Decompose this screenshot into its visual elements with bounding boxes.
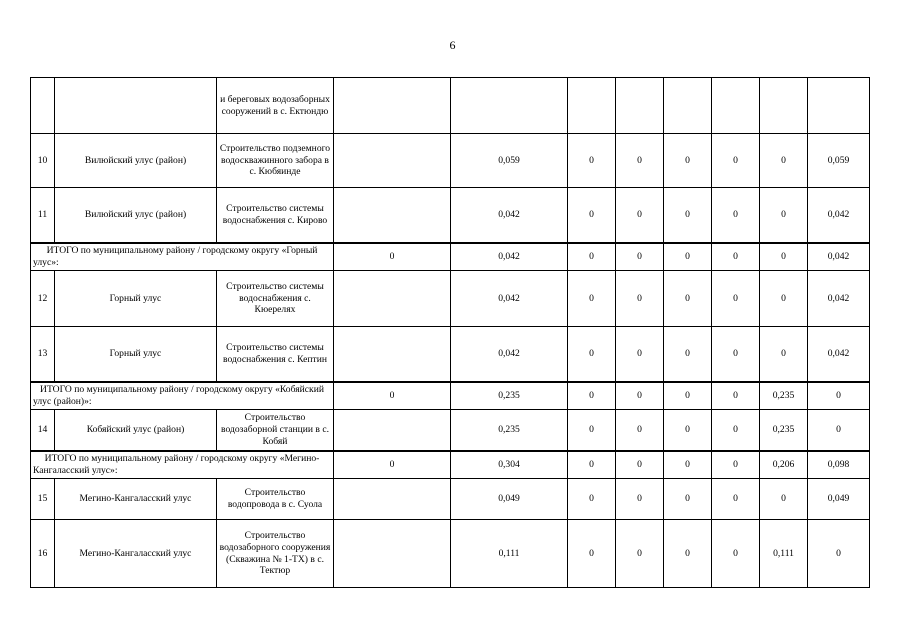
value-cell: 0 [712,451,760,479]
value-cell: 0 [760,134,808,188]
table-row [31,78,870,134]
value-cell: 0,049 [451,479,568,520]
value-cell: 0 [712,410,760,451]
row-number: 16 [31,520,55,588]
value-cell: 0 [664,243,712,271]
value-cell: 0,042 [808,271,870,327]
value-cell: 0 [712,188,760,243]
district-name: Мегино-Кангаласский улус [55,479,217,520]
row-number: 13 [31,327,55,382]
total-label: ИТОГО по муниципальному району / городскому округу «Кобяйский улус (район)»: [31,382,334,410]
row-number: 11 [31,188,55,243]
value-cell: 0,304 [451,451,568,479]
value-cell: 0 [568,479,616,520]
district-name: Горный улус [55,327,217,382]
value-cell: 0 [616,327,664,382]
object-description: Строительство водопровода в с. Суола [217,479,334,520]
value-cell: 0,042 [451,271,568,327]
total-label: ИТОГО по муниципальному району / городскому округу «Горный улус»: [31,243,334,271]
value-cell [712,78,760,134]
value-cell [808,78,870,134]
value-cell: 0 [568,382,616,410]
value-cell: 0 [664,382,712,410]
value-cell [568,78,616,134]
value-cell: 0 [616,243,664,271]
value-cell: 0 [712,327,760,382]
district-name: Вилюйский улус (район) [55,188,217,243]
value-cell: 0 [664,520,712,588]
value-cell: 0 [568,243,616,271]
value-cell: 0 [760,271,808,327]
value-cell: 0,111 [760,520,808,588]
table-row [31,134,870,188]
value-cell [616,78,664,134]
object-description: Строительство водозаборного сооружения (Скважина № 1-ТХ) в с. Тектюр [217,520,334,588]
object-description: Строительство водозаборной станции в с. Кобяй [217,410,334,451]
object-description: Строительство системы водоснабжения с. Кептин [217,327,334,382]
value-cell: 0 [616,479,664,520]
object-description: Строительство подземного водоскважинного забора в с. Кюбяинде [217,134,334,188]
value-cell: 0,206 [760,451,808,479]
table-row [31,327,870,382]
page-number: 6 [449,38,456,52]
value-cell: 0,042 [808,188,870,243]
district-name: Кобяйский улус (район) [55,410,217,451]
value-cell: 0 [616,382,664,410]
value-cell: 0 [334,382,451,410]
value-cell: 0 [664,451,712,479]
table-row [31,410,870,451]
object-description: Строительство системы водоснабжения с. Кюереляx [217,271,334,327]
value-cell: 0 [568,327,616,382]
value-cell: 0 [616,410,664,451]
value-cell: 0,059 [451,134,568,188]
object-description: и береговых водозаборных сооружений в с. Ектюндю [217,78,334,134]
value-cell [451,78,568,134]
value-cell: 0 [616,520,664,588]
value-cell: 0,235 [451,410,568,451]
value-cell: 0 [568,271,616,327]
value-cell: 0,235 [760,382,808,410]
value-cell [334,78,451,134]
value-cell: 0 [664,327,712,382]
value-cell [334,479,451,520]
value-cell: 0 [808,410,870,451]
value-cell: 0 [334,451,451,479]
value-cell: 0 [760,327,808,382]
value-cell: 0 [568,410,616,451]
value-cell [334,134,451,188]
value-cell: 0 [616,134,664,188]
value-cell: 0 [664,188,712,243]
value-cell: 0 [712,271,760,327]
value-cell: 0,235 [760,410,808,451]
row-number [31,78,55,134]
district-name: Горный улус [55,271,217,327]
value-cell: 0 [760,188,808,243]
value-cell: 0,042 [808,243,870,271]
value-cell: 0 [568,134,616,188]
value-cell: 0 [760,243,808,271]
district-name: Вилюйский улус (район) [55,134,217,188]
total-row [31,451,870,479]
value-cell: 0,042 [451,188,568,243]
value-cell: 0 [712,382,760,410]
district-name: Мегино-Кангаласский улус [55,520,217,588]
value-cell: 0 [808,520,870,588]
value-cell: 0 [616,451,664,479]
row-number: 10 [31,134,55,188]
value-cell: 0 [664,479,712,520]
object-description: Строительство системы водоснабжения с. Кирово [217,188,334,243]
total-row [31,382,870,410]
value-cell: 0 [712,243,760,271]
table-row [31,271,870,327]
value-cell: 0 [568,451,616,479]
value-cell: 0,098 [808,451,870,479]
value-cell [334,520,451,588]
value-cell: 0,042 [808,327,870,382]
table-row [31,188,870,243]
value-cell [664,78,712,134]
value-cell [334,327,451,382]
value-cell: 0,059 [808,134,870,188]
total-row [31,243,870,271]
value-cell [334,188,451,243]
row-number: 14 [31,410,55,451]
value-cell [334,271,451,327]
value-cell: 0,042 [451,327,568,382]
value-cell: 0 [568,520,616,588]
value-cell: 0 [760,479,808,520]
value-cell: 0,111 [451,520,568,588]
value-cell: 0 [664,134,712,188]
value-cell: 0 [664,410,712,451]
district-name [55,78,217,134]
value-cell: 0 [712,479,760,520]
value-cell: 0,042 [451,243,568,271]
value-cell: 0 [568,188,616,243]
value-cell: 0 [808,382,870,410]
value-cell: 0 [616,188,664,243]
value-cell [760,78,808,134]
total-label: ИТОГО по муниципальному району / городскому округу «Мегино-Кангаласский улус»: [31,451,334,479]
value-cell: 0 [712,134,760,188]
value-cell: 0 [712,520,760,588]
row-number: 15 [31,479,55,520]
value-cell: 0,235 [451,382,568,410]
value-cell: 0 [616,271,664,327]
row-number: 12 [31,271,55,327]
value-cell [334,410,451,451]
value-cell: 0 [664,271,712,327]
table-row [31,520,870,588]
table-row [31,479,870,520]
value-cell: 0 [334,243,451,271]
funding-table [30,77,870,588]
value-cell: 0,049 [808,479,870,520]
